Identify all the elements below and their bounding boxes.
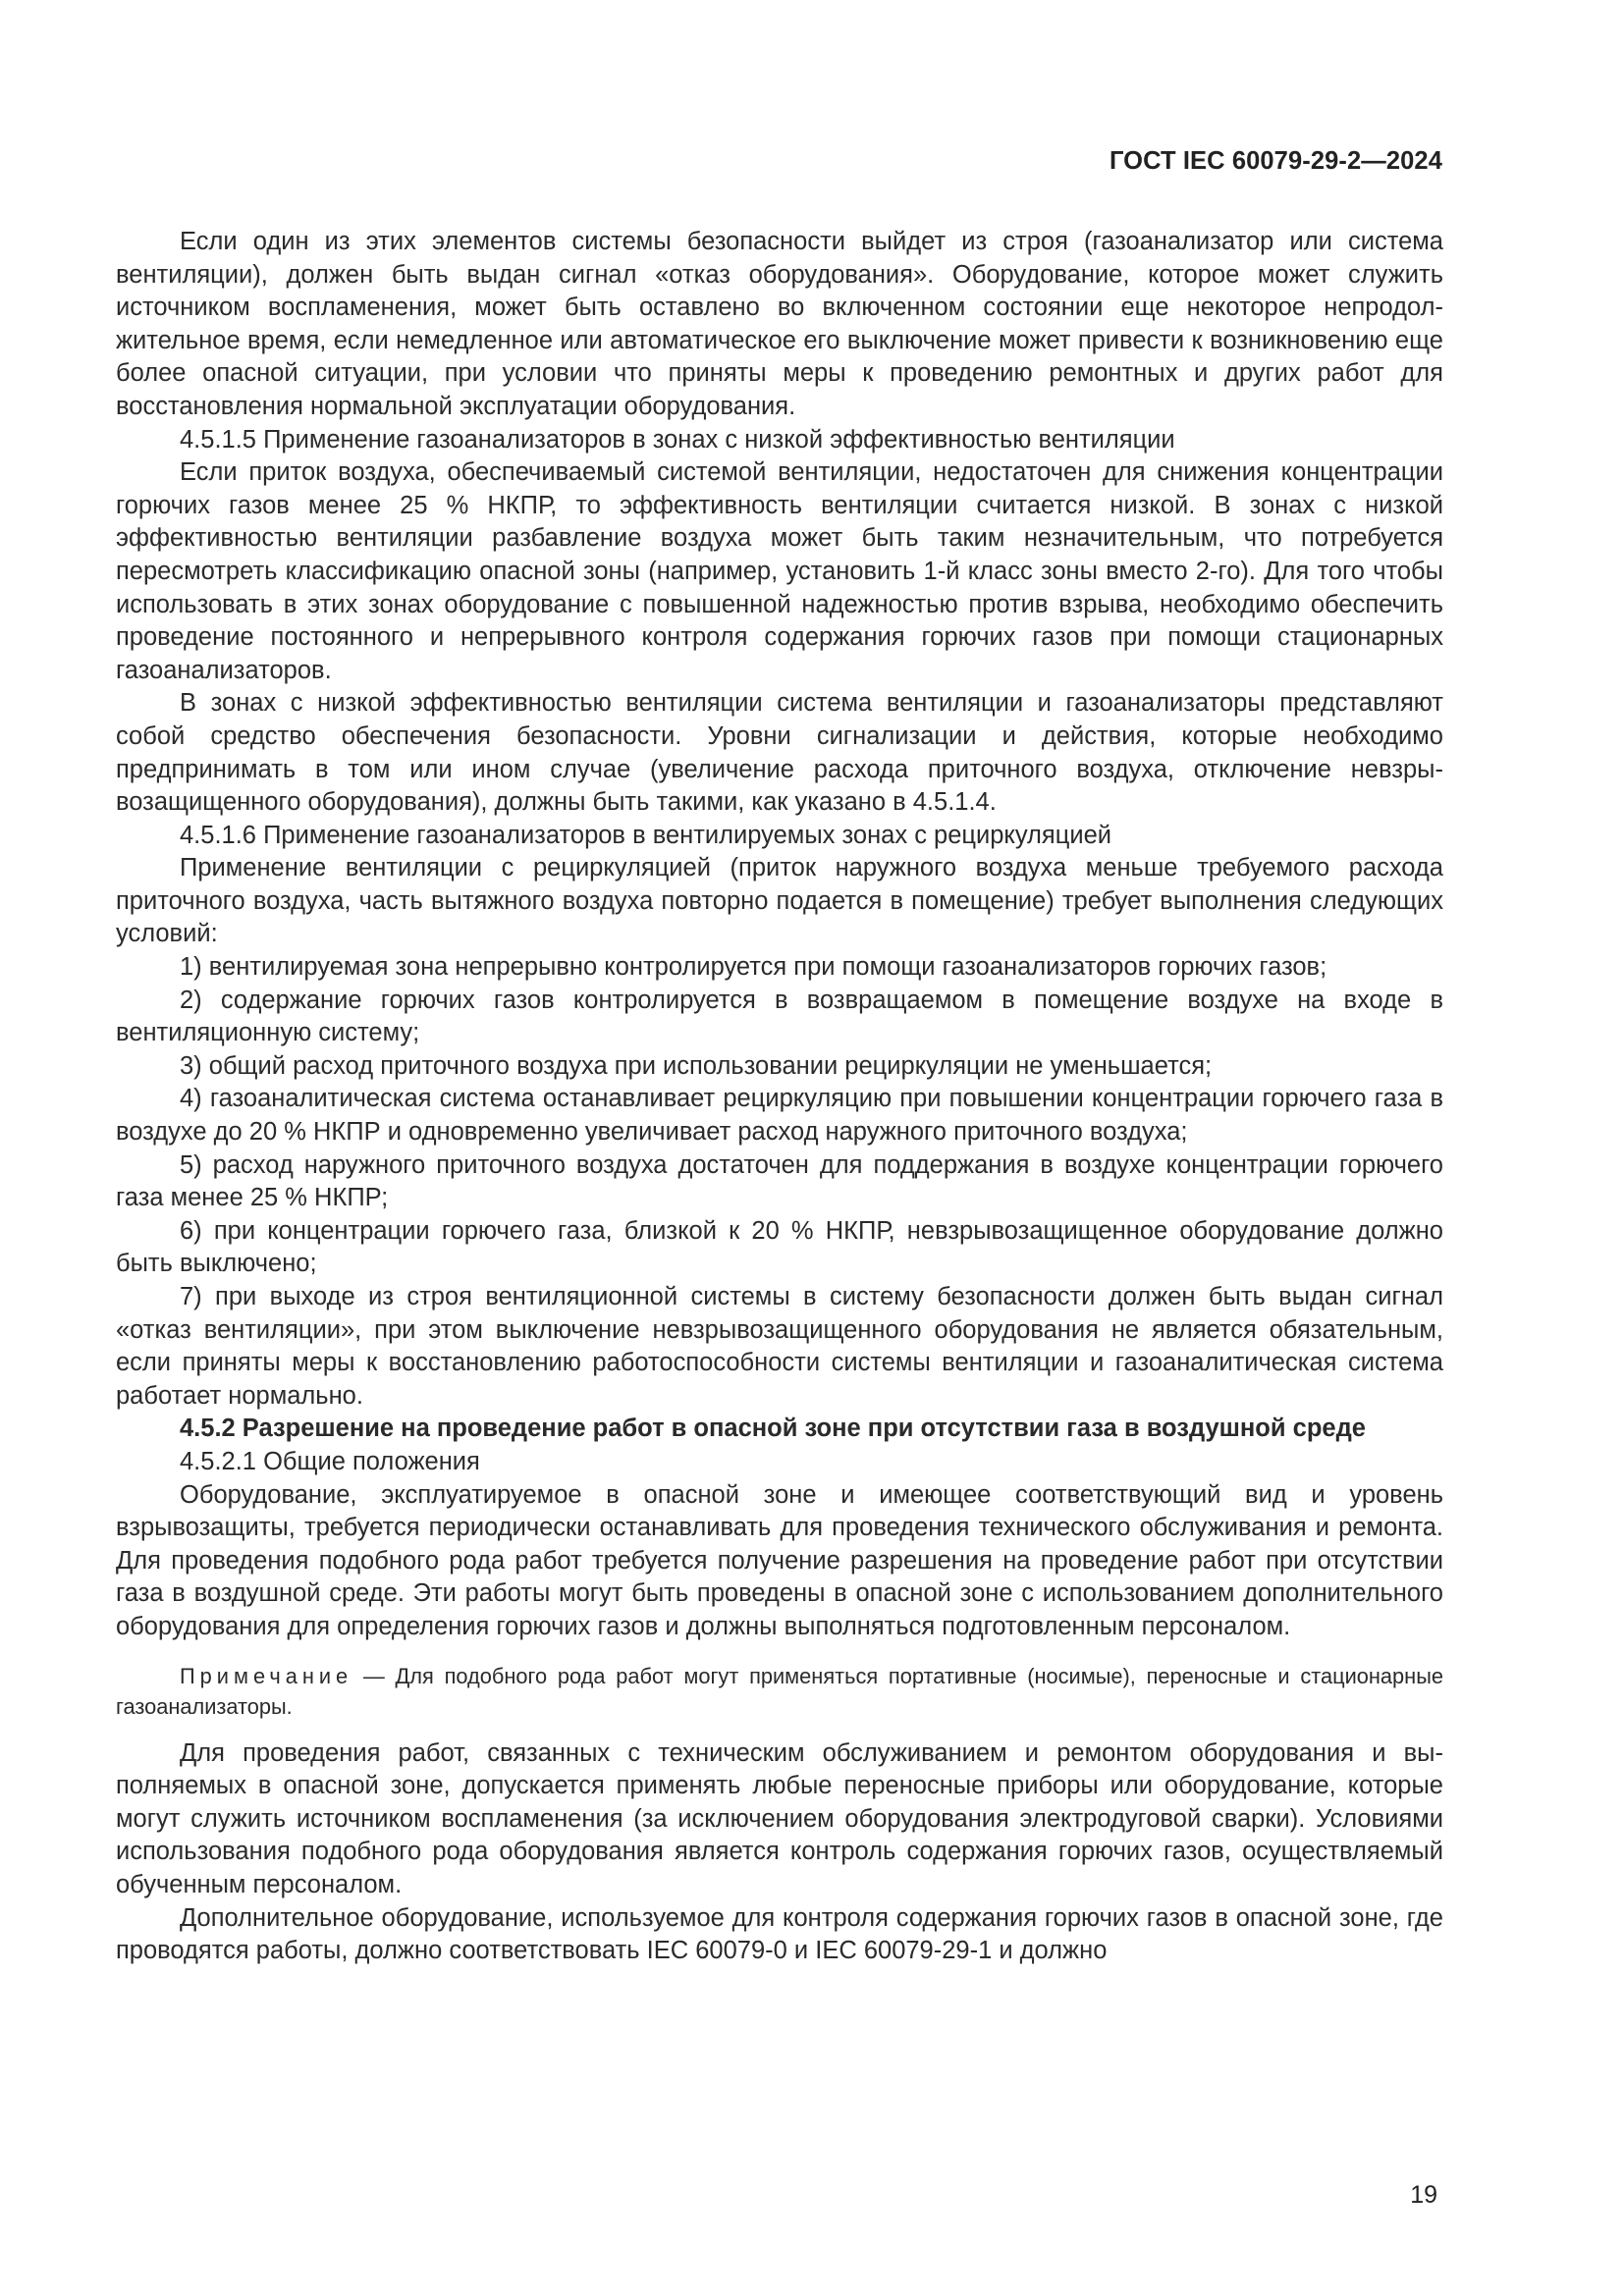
paragraph: Оборудование, эксплуатируемое в опасной зоне и имеющее соответствующий вид и уровень взрывозащиты, требуется периодически останавливать для проведения технического обслуживания и ремонта. Для проведения подобного рода работ требуется получение разрешения на проведение работ при отсутствии газа в воздушной среде. Эти работы могут быть проведены в опасной зоне с использованием дополнительного оборудования для определения горючих газов и должны выполняться подготовленным персоналом.	[116, 1480, 1443, 1640]
list-item: 1) вентилируемая зона непрерывно контролируется при помощи газоанализаторов горючих газов;	[180, 953, 1327, 982]
list-item: 3) общий расход приточного воздуха при использовании рециркуляции не уменьшается;	[180, 1051, 1213, 1080]
document-code-header: ГОСТ IEC 60079-29-2—2024	[1109, 147, 1442, 175]
list-item: 2) содержание горючих газов контролируется в возвращаемом в помещение воздухе на входе в вентиляционную систему;	[116, 986, 1443, 1047]
note	[116, 1661, 1443, 1722]
paragraph: Применение вентиляции с рециркуляцией (приток наружного воздуха меньше требуемого расхода приточного воздуха, часть вытяжного воздуха повторно подается в помещение) требует выполнения следующих условий:	[116, 854, 1443, 948]
note-text: — Для подобного рода работ могут применяться портативные (носимые), переносные и стационарные газоанализаторы.	[116, 1663, 1443, 1719]
list-item: 5) расход наружного приточного воздуха достаточен для поддержания в воздухе концентрации горючего газа менее 25 % НКПР;	[116, 1150, 1443, 1212]
section-title: 4.5.2.1 Общие положения	[180, 1447, 480, 1475]
list-item: 4) газоаналитическая система останавливает рециркуляцию при повышении концентрации горючего газа в воздухе до 20 % НКПР и одновременно увеличивает расход наружного приточного воздуха;	[116, 1085, 1443, 1147]
section-title: 4.5.1.6 Применение газоанализаторов в вентилируемых зонах с рециркуляцией	[180, 821, 1112, 849]
paragraph: В зонах с низкой эффективностью вентиляции система вентиляции и газоанализаторы представляют собой средство обеспечения безопасности. Уровни сигнализации и действия, которые необходимо предпринимать в том или ином случае (увеличение расхода приточного воздуха, отключение невзрывозащищенного оборудования), должны быть такими, как указано в 4.5.1.4.	[116, 689, 1443, 817]
list-item: 6) при концентрации горючего газа, близкой к 20 % НКПР, невзрывозащищенное оборудование должно быть выключено;	[116, 1216, 1443, 1278]
paragraph: Для проведения работ, связанных с техническим обслуживанием и ремонтом оборудования и выполняемых в опасной зоне, допускается применять любые переносные приборы или оборудование, которые могут служить источником воспламенения (за исключением оборудования электродуговой сварки). Условиями использования подобного рода оборудования является контроль содержания горючих газов, осуществляемый обученным персоналом.	[116, 1738, 1443, 1898]
note-label: Примечание	[180, 1663, 353, 1688]
paragraph: Если приток воздуха, обеспечиваемый системой вентиляции, недостаточен для снижения концентрации горючих газов менее 25 % НКПР, то эффективность вентиляции считается низкой. В зонах с низкой эффективностью вентиляции разбавление воздуха может быть таким незначительным, что потребуется пересмотреть классификацию опасной зоны (например, установить 1-й класс зоны вместо 2-го). Для того чтобы использовать в этих зонах оборудование с повышенной надежностью против взрыва, необходимо обеспечить проведение постоянного и непрерывного контроля содержания горючих газов при помощи стационарных газоанализаторов.	[116, 458, 1443, 684]
page-number: 19	[1410, 2181, 1437, 2209]
body-text	[116, 226, 1443, 1968]
list-item: 7) при выходе из строя вентиляционной системы в систему безопасности должен быть выдан сигнал «отказ вентиляции», при этом выключение невзрывозащищенного оборудования не является обязательным, если приняты меры к восстановлению работоспособности системы вентиляции и газоаналитическая система работает нормально.	[116, 1283, 1443, 1410]
paragraph: Дополнительное оборудование, используемое для контроля содержания горючих газов в опасной зоне, где проводятся работы, должно соответствовать IEC 60079-0 и IEC 60079-29-1 и должно	[116, 1903, 1443, 1965]
section-title: 4.5.1.5 Применение газоанализаторов в зонах с низкой эффективностью вентиляции	[180, 425, 1175, 454]
paragraph: Если один из этих элементов системы безопасности выйдет из строя (газоанализатор или система вентиляции), должен быть выдан сигнал «отказ оборудования». Оборудование, которое может служить источником воспламенения, может быть оставлено во включенном состоянии еще некоторое непродолжительное время, если немедленное или автоматическое его выключение может привести к возникновению еще более опасной ситуации, при условии что приняты меры к проведению ремонтных и других работ для восстановления нормальной эксплуатации оборудования.	[116, 228, 1443, 420]
section-heading: 4.5.2 Разрешение на проведение работ в опасной зоне при отсутствии газа в воздушной среде	[180, 1415, 1366, 1443]
